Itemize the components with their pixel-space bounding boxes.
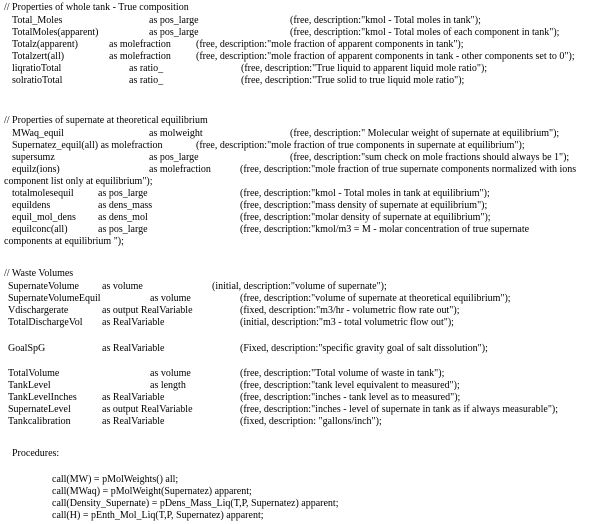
var-desc: (free, description:"kmol/m3 = M - molar concentration of true supernate (240, 224, 530, 235)
var-name: Vdischargerate (8, 305, 69, 316)
var-desc: (initial, description:"volume of supernate"); (212, 281, 387, 292)
var-name: TotalVolume (8, 368, 60, 379)
var-name: SupernateLevel (8, 404, 71, 415)
var-type: as pos_large (149, 15, 199, 26)
var-type: as pos_large (98, 224, 148, 235)
var-type: as volume (150, 293, 191, 304)
var-type: as volume (150, 368, 191, 379)
var-type: as RealVariable (102, 416, 165, 427)
var-desc: (initial, description:"m3 - total volumetric flow out"); (240, 317, 454, 328)
var-type: as ratio_ (129, 63, 164, 74)
var-type: as molefraction (109, 51, 171, 62)
var-type: as ratio_ (129, 75, 164, 86)
var-name: TotalDischargeVol (8, 317, 83, 328)
var-type: as dens_mol (98, 212, 148, 223)
var-continuation: component list only at equilibrium"); (4, 176, 153, 187)
var-desc: (free, description:"tank level equivalent to measured"); (240, 380, 460, 391)
var-desc: (free, description:"True liquid to apparent liquid mole ratio"); (241, 63, 488, 74)
var-name: GoalSpG (8, 343, 46, 354)
var-name: solratioTotal (12, 75, 63, 86)
var-desc: (Fixed, description:"specific gravity goal of salt dissolution"); (240, 343, 488, 354)
var-type: as pos_large (149, 27, 199, 38)
var-desc: (free, description:" Molecular weight of supernate at equilibrium"); (290, 128, 560, 139)
var-type: as output RealVariable (102, 404, 193, 415)
var-name: Supernatez_equil(all) as molefraction (12, 140, 163, 151)
var-desc: (free, description:"mass density of supernate at equilibrium"); (240, 200, 488, 211)
section-header-text: // Properties of supernate at theoretical equilibrium (4, 115, 208, 126)
call-text: call(MWaq) = pMolWeight(Supernatez) apparent; (52, 486, 252, 497)
var-name: Totalz(apparent) (12, 39, 78, 50)
var-type: as molefraction (109, 39, 171, 50)
var-name: Totalzert(all) (12, 51, 65, 62)
var-type: as volume (102, 281, 143, 292)
var-name: TotalMoles(apparent) (12, 27, 99, 38)
var-name: equildens (12, 200, 51, 211)
var-desc: (free, description:"mole fraction of true components in supernate at equilibrium"); (196, 140, 525, 151)
var-name: equilconc(all) (12, 224, 68, 235)
var-desc: (free, description:"mole fraction of apparent components in tank"); (196, 39, 464, 50)
var-desc: (free, description:"kmol - Total moles in tank at equilibrium"); (240, 188, 490, 199)
var-desc: (free, description:"True solid to true liquid mole ratio"); (241, 75, 465, 86)
var-continuation: components at equilibrium "); (4, 236, 124, 247)
var-name: TankLevelInches (8, 392, 77, 403)
var-desc: (free, description:"kmol - Total moles in tank"); (290, 15, 481, 26)
var-desc: (free, description:"inches - level of supernate in tank as if always measurable"); (240, 404, 559, 415)
var-type: as output RealVariable (102, 305, 193, 316)
var-desc: (fixed, description:"m3/hr - volumetric flow rate out"); (240, 305, 460, 316)
var-type: as RealVariable (102, 343, 165, 354)
var-name: MWaq_equil (12, 128, 64, 139)
section-header-text: // Waste Volumes (4, 268, 74, 279)
var-name: TankLevel (8, 380, 51, 391)
var-name: supersumz (12, 152, 55, 163)
procedures-header-text: Procedures: (12, 448, 60, 459)
var-desc: (free, description:"inches - tank level as to measured"); (240, 392, 461, 403)
section-header-text: // Properties of whole tank - True composition (4, 2, 189, 13)
var-desc: (free, description:"molar density of supernate at equilibrium"); (240, 212, 491, 223)
var-type: as pos_large (149, 152, 199, 163)
var-type: as pos_large (98, 188, 148, 199)
var-type: as dens_mass (98, 200, 153, 211)
var-desc: (free, description:"Total volume of waste in tank"); (240, 368, 445, 379)
var-name: Tankcalibration (8, 416, 71, 427)
var-desc: (free, description:"mole fraction of apparent components in tank - other components set to 0"); (196, 51, 575, 62)
call-text: call(H) = pEnth_Mol_Liq(T,P, Supernatez) apparent; (52, 510, 264, 521)
var-name: Total_Moles (12, 15, 63, 26)
var-type: as RealVariable (102, 317, 165, 328)
var-desc: (free, description:"mole fraction of true supernate components normalized with ions (240, 164, 577, 175)
call-text: call(Density_Supernate) = pDens_Mass_Liq(T,P, Supernatez) apparent; (52, 498, 339, 509)
var-type: as length (150, 380, 186, 391)
var-name: SupernateVolumeEquil (8, 293, 101, 304)
var-desc: (fixed, description: "gallons/inch"); (240, 416, 382, 427)
var-type: as molefraction (149, 164, 211, 175)
var-type: as molweight (149, 128, 203, 139)
var-name: SupernateVolume (8, 281, 79, 292)
var-desc: (free, description:"volume of supernate at theoretical equilibrium"); (240, 293, 511, 304)
var-name: totalmolesequil (12, 188, 74, 199)
var-name: liqratioTotal (12, 63, 62, 74)
var-desc: (free, description:"kmol - Total moles of each component in tank"); (290, 27, 560, 38)
call-text: call(MW) = pMolWeights() all; (52, 474, 179, 485)
var-type: as RealVariable (102, 392, 165, 403)
var-name: equil_mol_dens (12, 212, 76, 223)
var-desc: (free, description:"sum check on mole fractions should always be 1"); (290, 152, 570, 163)
var-name: equilz(ions) (12, 164, 60, 175)
